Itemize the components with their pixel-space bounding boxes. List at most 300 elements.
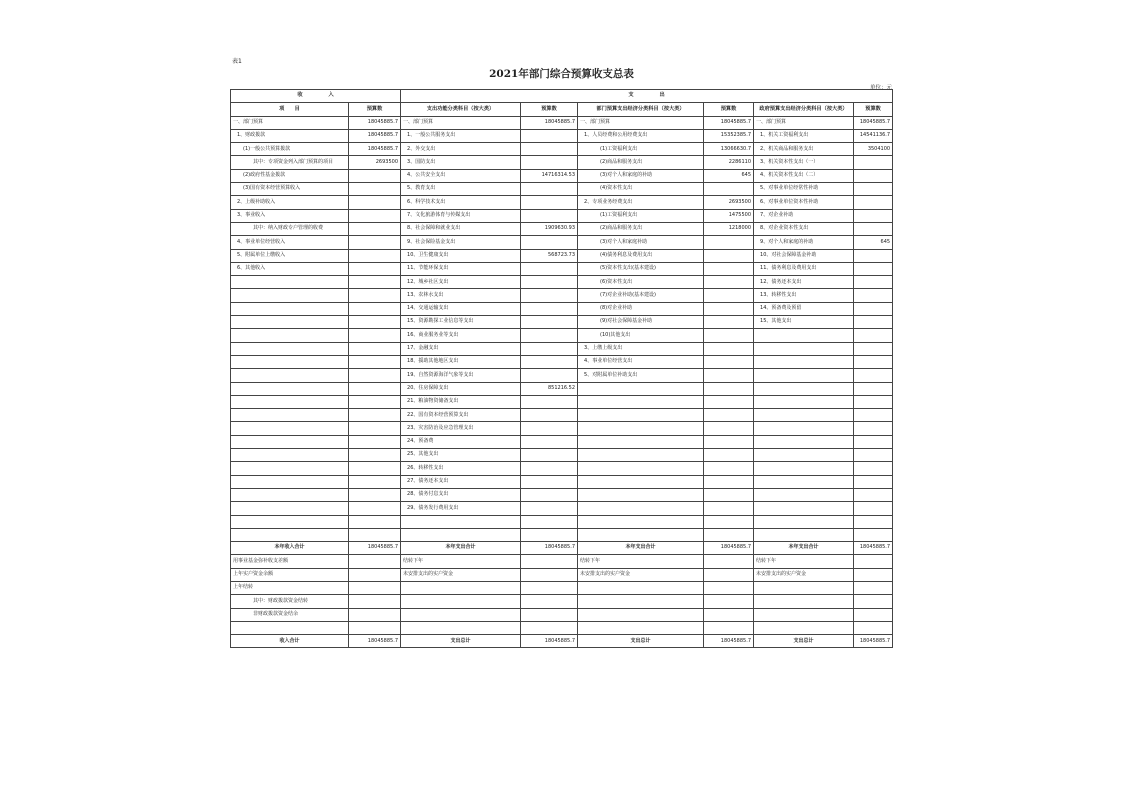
table-cell bbox=[854, 608, 893, 621]
table-row bbox=[231, 542, 893, 555]
table-cell bbox=[521, 289, 578, 302]
budget-table bbox=[230, 89, 893, 648]
table-row bbox=[231, 262, 893, 275]
table-cell bbox=[521, 568, 578, 581]
table-cell bbox=[521, 156, 578, 169]
table-cell bbox=[521, 329, 578, 342]
table-cell bbox=[754, 395, 854, 408]
table-cell bbox=[521, 462, 578, 475]
column-header: 预算数 bbox=[704, 103, 754, 116]
table-row bbox=[231, 316, 893, 329]
table-cell: 15、资源勘探工业信息等支出 bbox=[401, 316, 521, 329]
table-cell bbox=[349, 236, 401, 249]
table-cell: 3、国防支出 bbox=[401, 156, 521, 169]
table-cell bbox=[704, 581, 754, 594]
table-cell bbox=[854, 528, 893, 541]
table-cell bbox=[349, 355, 401, 368]
table-cell bbox=[754, 488, 854, 501]
table-cell bbox=[578, 502, 704, 515]
table-cell bbox=[231, 449, 349, 462]
table-cell: 6、对事业单位资本性补助 bbox=[754, 196, 854, 209]
table-cell bbox=[231, 382, 349, 395]
table-cell: (9)对社会保障基金补助 bbox=[578, 316, 704, 329]
table-cell bbox=[754, 621, 854, 634]
table-row bbox=[231, 462, 893, 475]
table-cell: 15352385.7 bbox=[704, 129, 754, 142]
table-cell bbox=[349, 222, 401, 235]
table-cell bbox=[349, 302, 401, 315]
table-cell bbox=[854, 515, 893, 528]
table-cell bbox=[521, 581, 578, 594]
table-cell: 收入合计 bbox=[231, 635, 349, 648]
table-cell: 11、债务利息及费用支出 bbox=[754, 262, 854, 275]
table-cell bbox=[521, 528, 578, 541]
table-cell bbox=[521, 395, 578, 408]
table-cell bbox=[521, 342, 578, 355]
table-cell bbox=[854, 289, 893, 302]
table-cell: 结转下年 bbox=[401, 555, 521, 568]
table-cell: 645 bbox=[704, 169, 754, 182]
table-row bbox=[231, 249, 893, 262]
table-cell bbox=[704, 355, 754, 368]
table-cell: 用事业基金弥补收支差额 bbox=[231, 555, 349, 568]
table-row bbox=[231, 329, 893, 342]
table-cell bbox=[754, 422, 854, 435]
table-cell: 18045885.7 bbox=[349, 635, 401, 648]
table-cell bbox=[521, 621, 578, 634]
table-cell bbox=[349, 369, 401, 382]
table-cell bbox=[521, 262, 578, 275]
table-row bbox=[231, 502, 893, 515]
table-row bbox=[231, 621, 893, 634]
table-cell bbox=[349, 209, 401, 222]
table-cell: (3)国有资本经营预算收入 bbox=[231, 183, 349, 196]
table-cell: 645 bbox=[854, 236, 893, 249]
table-row bbox=[231, 475, 893, 488]
table-cell bbox=[578, 608, 704, 621]
table-cell: 14541136.7 bbox=[854, 129, 893, 142]
table-cell: 14716314.53 bbox=[521, 169, 578, 182]
table-cell bbox=[349, 196, 401, 209]
table-cell: 1、机关工资福利支出 bbox=[754, 129, 854, 142]
table-row bbox=[231, 555, 893, 568]
table-cell bbox=[521, 435, 578, 448]
table-cell bbox=[854, 209, 893, 222]
table-cell: (4)债务利息及费用支出 bbox=[578, 249, 704, 262]
table-cell bbox=[578, 475, 704, 488]
table-cell: 15、其他支出 bbox=[754, 316, 854, 329]
unit-label: 单位：元 bbox=[869, 85, 892, 91]
table-cell bbox=[854, 329, 893, 342]
table-cell bbox=[704, 488, 754, 501]
table-cell bbox=[754, 475, 854, 488]
table-cell: 5、教育支出 bbox=[401, 183, 521, 196]
table-cell bbox=[349, 608, 401, 621]
table-cell: (10)其他支出 bbox=[578, 329, 704, 342]
column-header: 政府预算支出经济分类科目（按大类） bbox=[754, 103, 854, 116]
table-cell bbox=[231, 329, 349, 342]
table-cell bbox=[231, 409, 349, 422]
table-cell: 17、金融支出 bbox=[401, 342, 521, 355]
table-cell bbox=[578, 621, 704, 634]
table-cell: 本年收入合计 bbox=[231, 542, 349, 555]
table-cell bbox=[349, 621, 401, 634]
table-cell bbox=[578, 449, 704, 462]
table-cell bbox=[349, 276, 401, 289]
table-cell bbox=[854, 621, 893, 634]
table-cell: 上年结转 bbox=[231, 581, 349, 594]
table-cell bbox=[521, 302, 578, 315]
table-cell: 22、国有资本经营预算支出 bbox=[401, 409, 521, 422]
table-cell bbox=[349, 528, 401, 541]
table-cell: 支出总计 bbox=[401, 635, 521, 648]
table-cell bbox=[704, 236, 754, 249]
table-row bbox=[231, 369, 893, 382]
table-cell bbox=[704, 329, 754, 342]
table-cell bbox=[704, 369, 754, 382]
table-cell: 18045885.7 bbox=[349, 129, 401, 142]
table-cell bbox=[704, 395, 754, 408]
table-cell: 6、科学技术支出 bbox=[401, 196, 521, 209]
table-cell bbox=[349, 502, 401, 515]
table-cell bbox=[521, 608, 578, 621]
table-cell bbox=[231, 395, 349, 408]
table-row bbox=[231, 595, 893, 608]
table-cell bbox=[704, 608, 754, 621]
table-cell bbox=[578, 515, 704, 528]
table-cell bbox=[754, 608, 854, 621]
table-cell bbox=[754, 342, 854, 355]
table-cell: (2)商品和服务支出 bbox=[578, 222, 704, 235]
table-cell: 支出总计 bbox=[754, 635, 854, 648]
sheet-label: 表1 bbox=[232, 58, 242, 65]
table-cell bbox=[854, 156, 893, 169]
table-cell bbox=[231, 342, 349, 355]
table-row bbox=[231, 236, 893, 249]
table-cell bbox=[704, 422, 754, 435]
table-cell bbox=[349, 488, 401, 501]
table-cell bbox=[521, 143, 578, 156]
table-cell: (7)对企业补助(基本建设) bbox=[578, 289, 704, 302]
table-row bbox=[231, 169, 893, 182]
table-cell: 23、灾害防治及应急管理支出 bbox=[401, 422, 521, 435]
table-row bbox=[231, 355, 893, 368]
table-cell bbox=[854, 369, 893, 382]
table-cell bbox=[854, 462, 893, 475]
table-cell: 24、预备费 bbox=[401, 435, 521, 448]
table-cell bbox=[704, 462, 754, 475]
table-cell: 上年实户资金余额 bbox=[231, 568, 349, 581]
table-cell bbox=[854, 276, 893, 289]
table-cell bbox=[521, 209, 578, 222]
table-cell bbox=[854, 502, 893, 515]
table-cell bbox=[704, 435, 754, 448]
table-cell bbox=[349, 449, 401, 462]
table-cell bbox=[854, 595, 893, 608]
table-row bbox=[231, 129, 893, 142]
table-cell bbox=[704, 183, 754, 196]
table-cell bbox=[521, 276, 578, 289]
table-cell: 29、债务发行费用支出 bbox=[401, 502, 521, 515]
table-cell: 28、债务付息支出 bbox=[401, 488, 521, 501]
table-cell bbox=[401, 581, 521, 594]
table-cell bbox=[521, 555, 578, 568]
table-cell bbox=[704, 595, 754, 608]
table-row bbox=[231, 183, 893, 196]
table-cell: 一、部门预算 bbox=[231, 116, 349, 129]
table-cell bbox=[521, 409, 578, 422]
table-cell bbox=[578, 528, 704, 541]
table-cell bbox=[704, 568, 754, 581]
table-cell bbox=[578, 488, 704, 501]
table-cell: 26、转移性支出 bbox=[401, 462, 521, 475]
table-cell bbox=[704, 262, 754, 275]
table-cell: 18045885.7 bbox=[704, 635, 754, 648]
table-cell bbox=[854, 382, 893, 395]
table-cell bbox=[854, 196, 893, 209]
table-cell: (1)工资福利支出 bbox=[578, 143, 704, 156]
table-cell bbox=[854, 488, 893, 501]
table-cell bbox=[349, 555, 401, 568]
group-header-row bbox=[231, 90, 893, 103]
table-cell bbox=[854, 249, 893, 262]
table-cell: 14、预备费及预留 bbox=[754, 302, 854, 315]
table-cell bbox=[704, 475, 754, 488]
table-cell bbox=[349, 435, 401, 448]
table-cell: 1、人员经费和公用经费支出 bbox=[578, 129, 704, 142]
table-cell: 非财政拨款资金结余 bbox=[231, 608, 349, 621]
table-cell: 一、部门预算 bbox=[401, 116, 521, 129]
table-cell bbox=[754, 528, 854, 541]
table-row bbox=[231, 302, 893, 315]
table-cell: 20、住房保障支出 bbox=[401, 382, 521, 395]
table-cell bbox=[349, 342, 401, 355]
table-cell bbox=[521, 515, 578, 528]
table-cell bbox=[704, 289, 754, 302]
table-cell: 未安排支出的实户资金 bbox=[578, 568, 704, 581]
table-row bbox=[231, 581, 893, 594]
table-cell: 6、其他收入 bbox=[231, 262, 349, 275]
table-cell bbox=[349, 568, 401, 581]
table-row bbox=[231, 422, 893, 435]
table-cell: 7、对企业补助 bbox=[754, 209, 854, 222]
table-cell: 3504100 bbox=[854, 143, 893, 156]
table-cell bbox=[754, 595, 854, 608]
table-cell: 其中：专项资金列入部门预算的项目 bbox=[231, 156, 349, 169]
table-cell bbox=[349, 475, 401, 488]
table-cell bbox=[754, 515, 854, 528]
table-row bbox=[231, 143, 893, 156]
table-cell bbox=[754, 462, 854, 475]
table-cell: 2、专项业务经费支出 bbox=[578, 196, 704, 209]
table-cell: (1)一般公共预算拨款 bbox=[231, 143, 349, 156]
table-cell: 未安排支出的实户资金 bbox=[401, 568, 521, 581]
table-cell: 18045885.7 bbox=[521, 116, 578, 129]
table-cell bbox=[231, 302, 349, 315]
table-row bbox=[231, 156, 893, 169]
table-cell bbox=[704, 515, 754, 528]
table-cell bbox=[754, 449, 854, 462]
table-row bbox=[231, 435, 893, 448]
table-cell bbox=[578, 409, 704, 422]
table-cell: 13、农林水支出 bbox=[401, 289, 521, 302]
table-cell bbox=[521, 355, 578, 368]
table-cell bbox=[704, 316, 754, 329]
table-cell bbox=[401, 515, 521, 528]
table-cell bbox=[521, 488, 578, 501]
table-cell: 19、自然资源海洋气象等支出 bbox=[401, 369, 521, 382]
table-cell bbox=[854, 169, 893, 182]
table-cell: 8、对企业资本性支出 bbox=[754, 222, 854, 235]
table-cell: 18045885.7 bbox=[854, 635, 893, 648]
table-cell: 568723.73 bbox=[521, 249, 578, 262]
column-header: 预算数 bbox=[521, 103, 578, 116]
table-cell: 本年支出合计 bbox=[401, 542, 521, 555]
table-row bbox=[231, 209, 893, 222]
table-cell: (1)工资福利支出 bbox=[578, 209, 704, 222]
table-cell bbox=[854, 555, 893, 568]
table-row bbox=[231, 568, 893, 581]
table-row bbox=[231, 342, 893, 355]
table-cell bbox=[704, 382, 754, 395]
table-cell: 18045885.7 bbox=[349, 143, 401, 156]
table-cell bbox=[754, 502, 854, 515]
table-cell: 3、上缴上级支出 bbox=[578, 342, 704, 355]
table-row bbox=[231, 608, 893, 621]
table-row bbox=[231, 395, 893, 408]
table-cell: 18045885.7 bbox=[854, 542, 893, 555]
table-cell bbox=[854, 316, 893, 329]
table-cell: 未安排支出的实户资金 bbox=[754, 568, 854, 581]
table-cell bbox=[704, 249, 754, 262]
table-cell bbox=[231, 462, 349, 475]
table-cell bbox=[754, 329, 854, 342]
table-cell: 结转下年 bbox=[578, 555, 704, 568]
table-cell bbox=[704, 276, 754, 289]
table-cell: 一、部门预算 bbox=[578, 116, 704, 129]
income-group-header: 收 入 bbox=[231, 90, 401, 103]
table-cell bbox=[401, 608, 521, 621]
table-cell bbox=[521, 129, 578, 142]
table-cell bbox=[349, 262, 401, 275]
table-cell bbox=[231, 488, 349, 501]
table-cell: 2、外交支出 bbox=[401, 143, 521, 156]
table-cell: 2286110 bbox=[704, 156, 754, 169]
table-cell bbox=[349, 329, 401, 342]
table-cell: 4、事业单位经营支出 bbox=[578, 355, 704, 368]
table-cell: 18045885.7 bbox=[521, 542, 578, 555]
table-cell: 8、社会保障和就业支出 bbox=[401, 222, 521, 235]
table-cell bbox=[754, 435, 854, 448]
table-cell: 一、部门预算 bbox=[754, 116, 854, 129]
table-cell: 5、对事业单位经常性补助 bbox=[754, 183, 854, 196]
table-row bbox=[231, 116, 893, 129]
table-cell bbox=[349, 595, 401, 608]
table-cell: 3、机关资本性支出（一） bbox=[754, 156, 854, 169]
table-cell: 27、债务还本支出 bbox=[401, 475, 521, 488]
table-cell bbox=[854, 422, 893, 435]
table-cell bbox=[521, 422, 578, 435]
table-cell bbox=[521, 369, 578, 382]
column-header: 支出功能分类科目（按大类） bbox=[401, 103, 521, 116]
table-cell: 851216.52 bbox=[521, 382, 578, 395]
table-cell bbox=[521, 449, 578, 462]
table-cell: 其中：财政拨款资金结转 bbox=[231, 595, 349, 608]
table-cell bbox=[854, 342, 893, 355]
table-row bbox=[231, 449, 893, 462]
table-cell: 2693500 bbox=[349, 156, 401, 169]
table-cell bbox=[231, 316, 349, 329]
table-cell: 9、对个人和家庭的补助 bbox=[754, 236, 854, 249]
table-cell: 4、事业单位经营收入 bbox=[231, 236, 349, 249]
table-cell bbox=[578, 435, 704, 448]
table-row bbox=[231, 488, 893, 501]
table-cell: 18045885.7 bbox=[704, 542, 754, 555]
table-cell bbox=[231, 475, 349, 488]
table-cell: 9、社会保险基金支出 bbox=[401, 236, 521, 249]
table-cell bbox=[521, 316, 578, 329]
table-cell: 4、机关资本性支出（二） bbox=[754, 169, 854, 182]
table-cell bbox=[349, 581, 401, 594]
table-cell: 5、对附属单位补助支出 bbox=[578, 369, 704, 382]
table-cell: 2、机关商品和服务支出 bbox=[754, 143, 854, 156]
column-header: 预算数 bbox=[349, 103, 401, 116]
table-cell bbox=[854, 581, 893, 594]
table-cell: (3)对个人和家庭补助 bbox=[578, 236, 704, 249]
table-cell: (5)资本性支出(基本建设) bbox=[578, 262, 704, 275]
table-cell bbox=[704, 528, 754, 541]
table-cell bbox=[231, 422, 349, 435]
table-cell: 14、交通运输支出 bbox=[401, 302, 521, 315]
table-cell bbox=[754, 355, 854, 368]
table-cell bbox=[231, 276, 349, 289]
table-row bbox=[231, 409, 893, 422]
table-cell: 1475500 bbox=[704, 209, 754, 222]
table-cell bbox=[704, 409, 754, 422]
table-cell: 12、城乡社区支出 bbox=[401, 276, 521, 289]
table-cell: (3)对个人和家庭的补助 bbox=[578, 169, 704, 182]
table-cell bbox=[854, 302, 893, 315]
table-row bbox=[231, 382, 893, 395]
table-cell bbox=[578, 462, 704, 475]
table-cell: 2693500 bbox=[704, 196, 754, 209]
table-row bbox=[231, 515, 893, 528]
column-header: 项 目 bbox=[231, 103, 349, 116]
table-cell: 本年支出合计 bbox=[578, 542, 704, 555]
table-cell bbox=[854, 475, 893, 488]
table-cell: 18、援助其他地区支出 bbox=[401, 355, 521, 368]
table-cell bbox=[704, 342, 754, 355]
table-cell bbox=[704, 302, 754, 315]
table-cell bbox=[349, 395, 401, 408]
table-cell: 13066630.7 bbox=[704, 143, 754, 156]
table-cell bbox=[401, 621, 521, 634]
table-cell bbox=[521, 236, 578, 249]
table-cell: 1218000 bbox=[704, 222, 754, 235]
table-cell bbox=[349, 422, 401, 435]
table-row bbox=[231, 196, 893, 209]
table-cell bbox=[231, 528, 349, 541]
table-row bbox=[231, 528, 893, 541]
table-cell: 25、其他支出 bbox=[401, 449, 521, 462]
table-cell bbox=[854, 183, 893, 196]
table-cell bbox=[231, 621, 349, 634]
column-header: 部门预算支出经济分类科目（按大类） bbox=[578, 103, 704, 116]
table-cell bbox=[854, 435, 893, 448]
table-cell: (4)资本性支出 bbox=[578, 183, 704, 196]
table-cell bbox=[754, 409, 854, 422]
table-cell: 本年支出合计 bbox=[754, 542, 854, 555]
